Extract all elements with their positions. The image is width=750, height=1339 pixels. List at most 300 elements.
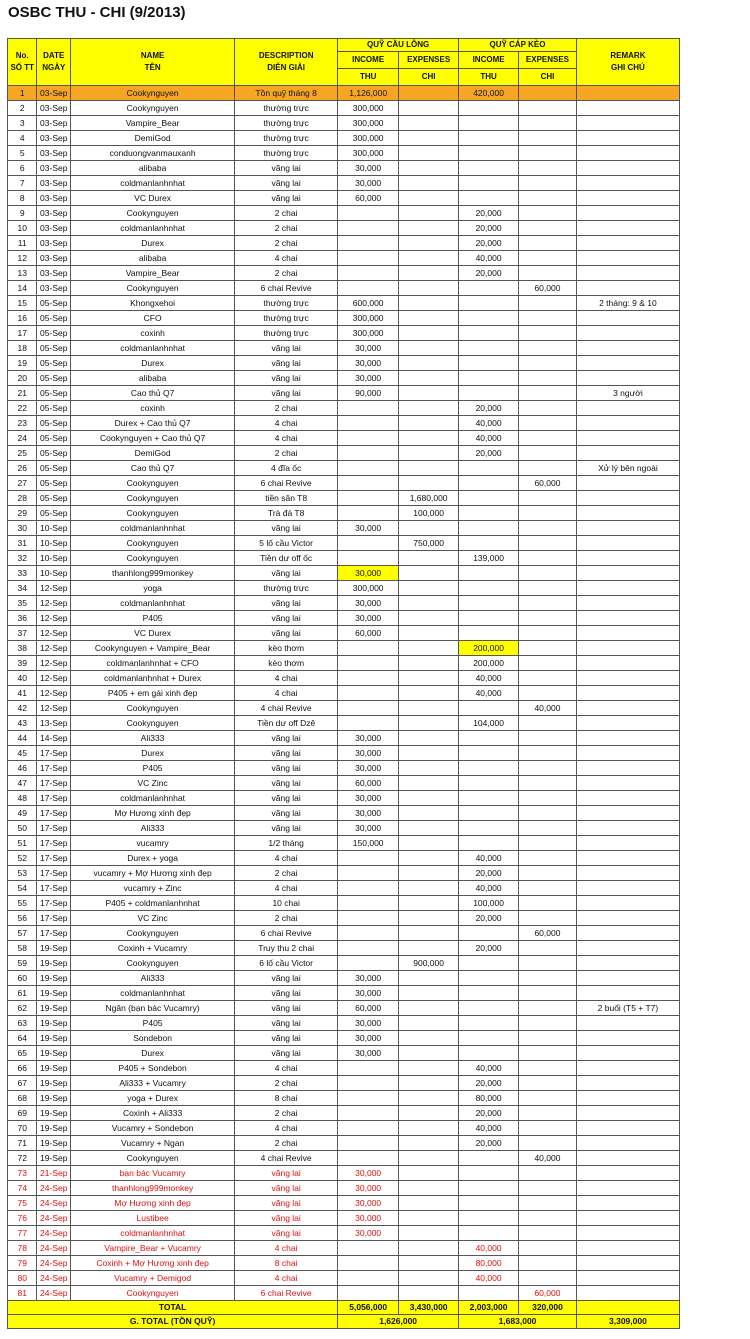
row-expenses2-cell: 60,000	[519, 1286, 577, 1301]
row-no-cell: 50	[8, 821, 37, 836]
row-date-cell: 05-Sep	[37, 386, 71, 401]
table-row	[8, 656, 680, 671]
row-no-cell: 80	[8, 1271, 37, 1286]
row-income2-cell	[459, 1196, 519, 1211]
row-income1-cell: 30,000	[338, 746, 399, 761]
row-desc-cell: vãng lai	[235, 1211, 338, 1226]
row-expenses2-cell	[519, 1136, 577, 1151]
row-desc-cell: Tiền dư off ốc	[235, 551, 338, 566]
row-income2-cell	[459, 701, 519, 716]
row-expenses2-cell	[519, 491, 577, 506]
row-expenses2-cell	[519, 1211, 577, 1226]
row-remark-cell	[576, 761, 679, 776]
row-expenses1-cell	[399, 1166, 459, 1181]
row-desc-cell: thường trực	[235, 311, 338, 326]
row-desc-cell: 4 chai Revive	[235, 1151, 338, 1166]
row-expenses1-cell	[399, 986, 459, 1001]
row-expenses2-cell	[519, 1196, 577, 1211]
row-expenses2-cell	[519, 1016, 577, 1031]
row-name-cell: Cookynguyen	[71, 701, 235, 716]
row-desc-cell: vãng lai	[235, 596, 338, 611]
row-remark-cell	[576, 1031, 679, 1046]
row-name-cell: P405	[71, 761, 235, 776]
table-row	[8, 461, 680, 476]
row-income1-cell	[338, 206, 399, 221]
row-expenses1-cell	[399, 1136, 459, 1151]
table-row	[8, 1121, 680, 1136]
row-income1-cell	[338, 236, 399, 251]
row-income2-cell	[459, 1016, 519, 1031]
row-name-cell: coldmanlanhnhat	[71, 1226, 235, 1241]
row-income2-cell: 420,000	[459, 86, 519, 101]
row-expenses1-cell	[399, 386, 459, 401]
row-date-cell: 19-Sep	[37, 1151, 71, 1166]
row-income1-cell	[338, 251, 399, 266]
row-no-cell: 48	[8, 791, 37, 806]
row-remark-cell	[576, 626, 679, 641]
row-date-cell: 05-Sep	[37, 506, 71, 521]
page-title: OSBC THU - CHI (9/2013)	[8, 4, 186, 21]
row-remark-cell	[576, 1091, 679, 1106]
row-remark-cell: 2 buổi (T5 + T7)	[576, 1001, 679, 1016]
row-remark-cell	[576, 491, 679, 506]
row-income1-cell	[338, 536, 399, 551]
row-income2-cell	[459, 821, 519, 836]
row-expenses2-cell	[519, 611, 577, 626]
row-expenses2-cell	[519, 1256, 577, 1271]
row-no-cell: 40	[8, 671, 37, 686]
row-remark-cell	[576, 416, 679, 431]
row-no-cell: 10	[8, 221, 37, 236]
row-desc-cell: 2 chai	[235, 1106, 338, 1121]
row-name-cell: Ali333	[71, 821, 235, 836]
row-desc-cell: Tiền dư off Dzê	[235, 716, 338, 731]
row-remark-cell	[576, 926, 679, 941]
row-date-cell: 19-Sep	[37, 1121, 71, 1136]
row-no-cell: 22	[8, 401, 37, 416]
row-name-cell: Durex + yoga	[71, 851, 235, 866]
row-no-cell: 42	[8, 701, 37, 716]
row-remark-cell	[576, 1241, 679, 1256]
row-remark-cell	[576, 1211, 679, 1226]
row-income2-cell	[459, 971, 519, 986]
row-expenses2-cell	[519, 821, 577, 836]
table-row	[8, 551, 680, 566]
table-row	[8, 881, 680, 896]
row-date-cell: 19-Sep	[37, 1106, 71, 1121]
row-desc-cell: vãng lai	[235, 761, 338, 776]
row-date-cell: 19-Sep	[37, 941, 71, 956]
row-expenses2-cell: 60,000	[519, 926, 577, 941]
row-income1-cell: 30,000	[338, 1226, 399, 1241]
row-expenses1-cell	[399, 86, 459, 101]
table-row	[8, 1136, 680, 1151]
row-income1-cell: 60,000	[338, 1001, 399, 1016]
row-name-cell: VC Zinc	[71, 911, 235, 926]
row-expenses2-cell	[519, 686, 577, 701]
row-desc-cell: vãng lai	[235, 356, 338, 371]
header-group-row	[8, 39, 680, 52]
row-income2-cell	[459, 491, 519, 506]
row-no-cell: 79	[8, 1256, 37, 1271]
row-income2-cell	[459, 386, 519, 401]
row-income1-cell: 300,000	[338, 146, 399, 161]
ledger-table	[7, 38, 680, 1329]
total-income2: 2,003,000	[459, 1301, 519, 1315]
row-income1-cell: 60,000	[338, 191, 399, 206]
row-income2-cell	[459, 956, 519, 971]
row-desc-cell: 2 chai	[235, 236, 338, 251]
table-row	[8, 536, 680, 551]
row-expenses2-cell: 40,000	[519, 701, 577, 716]
row-remark-cell	[576, 131, 679, 146]
row-name-cell: vucamry + Mợ Hương xinh đẹp	[71, 866, 235, 881]
row-date-cell: 19-Sep	[37, 956, 71, 971]
row-date-cell: 10-Sep	[37, 536, 71, 551]
table-row	[8, 191, 680, 206]
row-desc-cell: 4 đĩa ốc	[235, 461, 338, 476]
row-desc-cell: vãng lai	[235, 566, 338, 581]
row-income2-cell: 40,000	[459, 251, 519, 266]
row-date-cell: 17-Sep	[37, 866, 71, 881]
row-no-cell: 41	[8, 686, 37, 701]
row-income2-cell	[459, 281, 519, 296]
row-date-cell: 03-Sep	[37, 116, 71, 131]
row-name-cell: Cookynguyen	[71, 506, 235, 521]
row-expenses2-cell	[519, 746, 577, 761]
row-name-cell: Cookynguyen	[71, 536, 235, 551]
row-income2-cell: 40,000	[459, 881, 519, 896]
table-row	[8, 1256, 680, 1271]
row-income2-cell: 40,000	[459, 686, 519, 701]
row-remark-cell	[576, 266, 679, 281]
row-remark-cell	[576, 971, 679, 986]
row-income2-cell	[459, 596, 519, 611]
row-desc-cell: vãng lai	[235, 371, 338, 386]
row-date-cell: 19-Sep	[37, 971, 71, 986]
row-income2-cell: 40,000	[459, 1241, 519, 1256]
row-desc-cell: Tồn quỹ tháng 8	[235, 86, 338, 101]
row-no-cell: 30	[8, 521, 37, 536]
row-no-cell: 74	[8, 1181, 37, 1196]
row-no-cell: 49	[8, 806, 37, 821]
row-income1-cell: 90,000	[338, 386, 399, 401]
row-expenses1-cell	[399, 1196, 459, 1211]
row-expenses1-cell	[399, 701, 459, 716]
row-income1-cell: 300,000	[338, 581, 399, 596]
row-income1-cell: 30,000	[338, 596, 399, 611]
row-remark-cell: Xử lý bên ngoài	[576, 461, 679, 476]
row-date-cell: 05-Sep	[37, 401, 71, 416]
row-date-cell: 05-Sep	[37, 431, 71, 446]
row-expenses1-cell	[399, 266, 459, 281]
row-no-cell: 60	[8, 971, 37, 986]
row-desc-cell: vãng lai	[235, 611, 338, 626]
row-remark-cell	[576, 191, 679, 206]
row-date-cell: 03-Sep	[37, 251, 71, 266]
table-row	[8, 956, 680, 971]
col-desc-header: DESCRIPTION DIỄN GIẢI	[235, 39, 338, 86]
table-row	[8, 446, 680, 461]
table-row	[8, 1031, 680, 1046]
table-row	[8, 701, 680, 716]
row-income1-cell	[338, 1136, 399, 1151]
row-date-cell: 12-Sep	[37, 626, 71, 641]
row-name-cell: Vampire_Bear + Vucamry	[71, 1241, 235, 1256]
table-row	[8, 731, 680, 746]
row-expenses2-cell	[519, 146, 577, 161]
row-income1-cell: 30,000	[338, 1031, 399, 1046]
row-expenses1-cell	[399, 716, 459, 731]
row-desc-cell: 6 chai Revive	[235, 476, 338, 491]
row-expenses2-cell	[519, 191, 577, 206]
row-desc-cell: vãng lai	[235, 806, 338, 821]
row-income2-cell: 20,000	[459, 236, 519, 251]
row-remark-cell	[576, 671, 679, 686]
row-income2-cell	[459, 146, 519, 161]
row-expenses1-cell	[399, 926, 459, 941]
row-income2-cell	[459, 101, 519, 116]
row-date-cell: 12-Sep	[37, 641, 71, 656]
row-expenses2-cell	[519, 371, 577, 386]
row-income2-cell: 20,000	[459, 401, 519, 416]
row-date-cell: 03-Sep	[37, 161, 71, 176]
row-date-cell: 05-Sep	[37, 356, 71, 371]
row-income1-cell	[338, 686, 399, 701]
row-expenses2-cell	[519, 716, 577, 731]
row-name-cell: Durex + Cao thủ Q7	[71, 416, 235, 431]
row-remark-cell	[576, 1286, 679, 1301]
row-income1-cell	[338, 551, 399, 566]
row-date-cell: 05-Sep	[37, 446, 71, 461]
row-expenses1-cell	[399, 611, 459, 626]
row-expenses1-cell	[399, 731, 459, 746]
row-expenses1-cell	[399, 206, 459, 221]
row-income1-cell: 150,000	[338, 836, 399, 851]
row-expenses2-cell	[519, 596, 577, 611]
row-date-cell: 05-Sep	[37, 461, 71, 476]
row-name-cell: alibaba	[71, 371, 235, 386]
row-no-cell: 2	[8, 101, 37, 116]
row-desc-cell: Trà đá T8	[235, 506, 338, 521]
row-remark-cell	[576, 1151, 679, 1166]
row-income2-cell: 40,000	[459, 1121, 519, 1136]
row-no-cell: 7	[8, 176, 37, 191]
row-no-cell: 66	[8, 1061, 37, 1076]
row-remark-cell	[576, 221, 679, 236]
table-row	[8, 581, 680, 596]
row-desc-cell: 6 chai Revive	[235, 281, 338, 296]
row-desc-cell: 4 chai	[235, 1121, 338, 1136]
row-desc-cell: 8 chai	[235, 1256, 338, 1271]
row-name-cell: Durex	[71, 1046, 235, 1061]
table-row	[8, 1271, 680, 1286]
row-date-cell: 03-Sep	[37, 266, 71, 281]
table-row	[8, 1241, 680, 1256]
row-name-cell: P405	[71, 611, 235, 626]
table-row	[8, 1166, 680, 1181]
row-income1-cell	[338, 1091, 399, 1106]
row-remark-cell	[576, 551, 679, 566]
row-remark-cell	[576, 371, 679, 386]
row-expenses1-cell	[399, 581, 459, 596]
row-expenses1-cell	[399, 971, 459, 986]
row-date-cell: 05-Sep	[37, 476, 71, 491]
row-date-cell: 03-Sep	[37, 236, 71, 251]
row-desc-cell: vãng lai	[235, 1196, 338, 1211]
row-desc-cell: vãng lai	[235, 776, 338, 791]
row-income1-cell	[338, 491, 399, 506]
row-name-cell: DemiGod	[71, 131, 235, 146]
row-date-cell: 24-Sep	[37, 1271, 71, 1286]
row-income2-cell: 40,000	[459, 671, 519, 686]
row-date-cell: 12-Sep	[37, 656, 71, 671]
row-remark-cell	[576, 506, 679, 521]
row-income2-cell: 20,000	[459, 941, 519, 956]
grand-total-all: 3,309,000	[576, 1315, 679, 1329]
row-income2-cell	[459, 461, 519, 476]
row-income1-cell: 30,000	[338, 791, 399, 806]
row-date-cell: 17-Sep	[37, 761, 71, 776]
row-expenses1-cell	[399, 401, 459, 416]
col-income2-header-vn: THU	[459, 69, 519, 86]
row-expenses1-cell	[399, 251, 459, 266]
row-expenses1-cell: 750,000	[399, 536, 459, 551]
table-row	[8, 716, 680, 731]
total-row	[8, 1301, 680, 1315]
row-income2-cell: 20,000	[459, 221, 519, 236]
row-expenses2-cell	[519, 551, 577, 566]
table-row	[8, 116, 680, 131]
row-name-cell: Cookynguyen	[71, 716, 235, 731]
row-income1-cell: 30,000	[338, 761, 399, 776]
row-name-cell: Cookynguyen	[71, 926, 235, 941]
row-expenses1-cell	[399, 176, 459, 191]
row-expenses1-cell	[399, 281, 459, 296]
row-income2-cell	[459, 371, 519, 386]
row-name-cell: Vucamry + Ngan	[71, 1136, 235, 1151]
row-date-cell: 19-Sep	[37, 1031, 71, 1046]
row-date-cell: 17-Sep	[37, 791, 71, 806]
row-date-cell: 03-Sep	[37, 101, 71, 116]
row-income1-cell	[338, 656, 399, 671]
grand-total-label: G. TOTAL (TỒN QUỸ)	[8, 1315, 338, 1329]
total-remark	[576, 1301, 679, 1315]
row-no-cell: 12	[8, 251, 37, 266]
row-no-cell: 78	[8, 1241, 37, 1256]
table-row	[8, 176, 680, 191]
table-row	[8, 101, 680, 116]
row-expenses2-cell	[519, 1181, 577, 1196]
row-desc-cell: 1/2 tháng	[235, 836, 338, 851]
row-expenses1-cell	[399, 1016, 459, 1031]
grand-total-cap-keo: 1,683,000	[459, 1315, 577, 1329]
row-desc-cell: 5 lố cầu Victor	[235, 536, 338, 551]
row-no-cell: 21	[8, 386, 37, 401]
row-expenses2-cell	[519, 161, 577, 176]
table-row	[8, 836, 680, 851]
table-row	[8, 1076, 680, 1091]
row-income2-cell	[459, 1166, 519, 1181]
row-name-cell: Vucamry + Demigod	[71, 1271, 235, 1286]
table-row	[8, 251, 680, 266]
table-row	[8, 476, 680, 491]
row-income1-cell	[338, 416, 399, 431]
table-row	[8, 971, 680, 986]
row-remark-cell	[576, 701, 679, 716]
row-name-cell: Cao thủ Q7	[71, 386, 235, 401]
row-desc-cell: 4 chai	[235, 251, 338, 266]
row-income1-cell	[338, 641, 399, 656]
row-expenses1-cell	[399, 791, 459, 806]
row-desc-cell: thường trực	[235, 131, 338, 146]
row-date-cell: 05-Sep	[37, 371, 71, 386]
row-remark-cell	[576, 356, 679, 371]
row-remark-cell	[576, 146, 679, 161]
row-date-cell: 24-Sep	[37, 1256, 71, 1271]
row-expenses2-cell	[519, 326, 577, 341]
row-no-cell: 6	[8, 161, 37, 176]
table-row	[8, 791, 680, 806]
row-name-cell: vucamry + Zinc	[71, 881, 235, 896]
row-income1-cell	[338, 881, 399, 896]
row-desc-cell: vãng lai	[235, 1031, 338, 1046]
row-no-cell: 52	[8, 851, 37, 866]
row-income2-cell	[459, 356, 519, 371]
row-name-cell: coldmanlanhnhat	[71, 341, 235, 356]
row-name-cell: coldmanlanhnhat	[71, 521, 235, 536]
row-desc-cell: thường trực	[235, 581, 338, 596]
row-expenses1-cell	[399, 521, 459, 536]
grand-total-cau-long: 1,626,000	[338, 1315, 459, 1329]
row-expenses1-cell	[399, 1076, 459, 1091]
row-income1-cell: 30,000	[338, 566, 399, 581]
row-income2-cell: 20,000	[459, 266, 519, 281]
table-row	[8, 386, 680, 401]
row-income2-cell	[459, 1286, 519, 1301]
row-income2-cell: 200,000	[459, 656, 519, 671]
row-no-cell: 36	[8, 611, 37, 626]
row-desc-cell: 2 chai	[235, 221, 338, 236]
row-expenses2-cell	[519, 221, 577, 236]
row-date-cell: 03-Sep	[37, 206, 71, 221]
row-date-cell: 17-Sep	[37, 911, 71, 926]
row-no-cell: 73	[8, 1166, 37, 1181]
row-name-cell: coldmanlanhnhat	[71, 596, 235, 611]
row-remark-cell	[576, 941, 679, 956]
row-expenses2-cell	[519, 506, 577, 521]
row-remark-cell	[576, 1226, 679, 1241]
row-desc-cell: thường trực	[235, 296, 338, 311]
row-expenses2-cell	[519, 101, 577, 116]
row-desc-cell: vãng lai	[235, 746, 338, 761]
row-no-cell: 35	[8, 596, 37, 611]
row-date-cell: 24-Sep	[37, 1226, 71, 1241]
row-desc-cell: Truy thu 2 chai	[235, 941, 338, 956]
row-income1-cell	[338, 911, 399, 926]
row-no-cell: 39	[8, 656, 37, 671]
row-date-cell: 05-Sep	[37, 311, 71, 326]
table-row	[8, 866, 680, 881]
table-row	[8, 356, 680, 371]
row-remark-cell	[576, 326, 679, 341]
row-desc-cell: 6 lố cầu Victor	[235, 956, 338, 971]
row-name-cell: Cookynguyen + Vampire_Bear	[71, 641, 235, 656]
row-remark-cell	[576, 341, 679, 356]
row-name-cell: Cookynguyen	[71, 206, 235, 221]
table-row	[8, 146, 680, 161]
row-no-cell: 1	[8, 86, 37, 101]
